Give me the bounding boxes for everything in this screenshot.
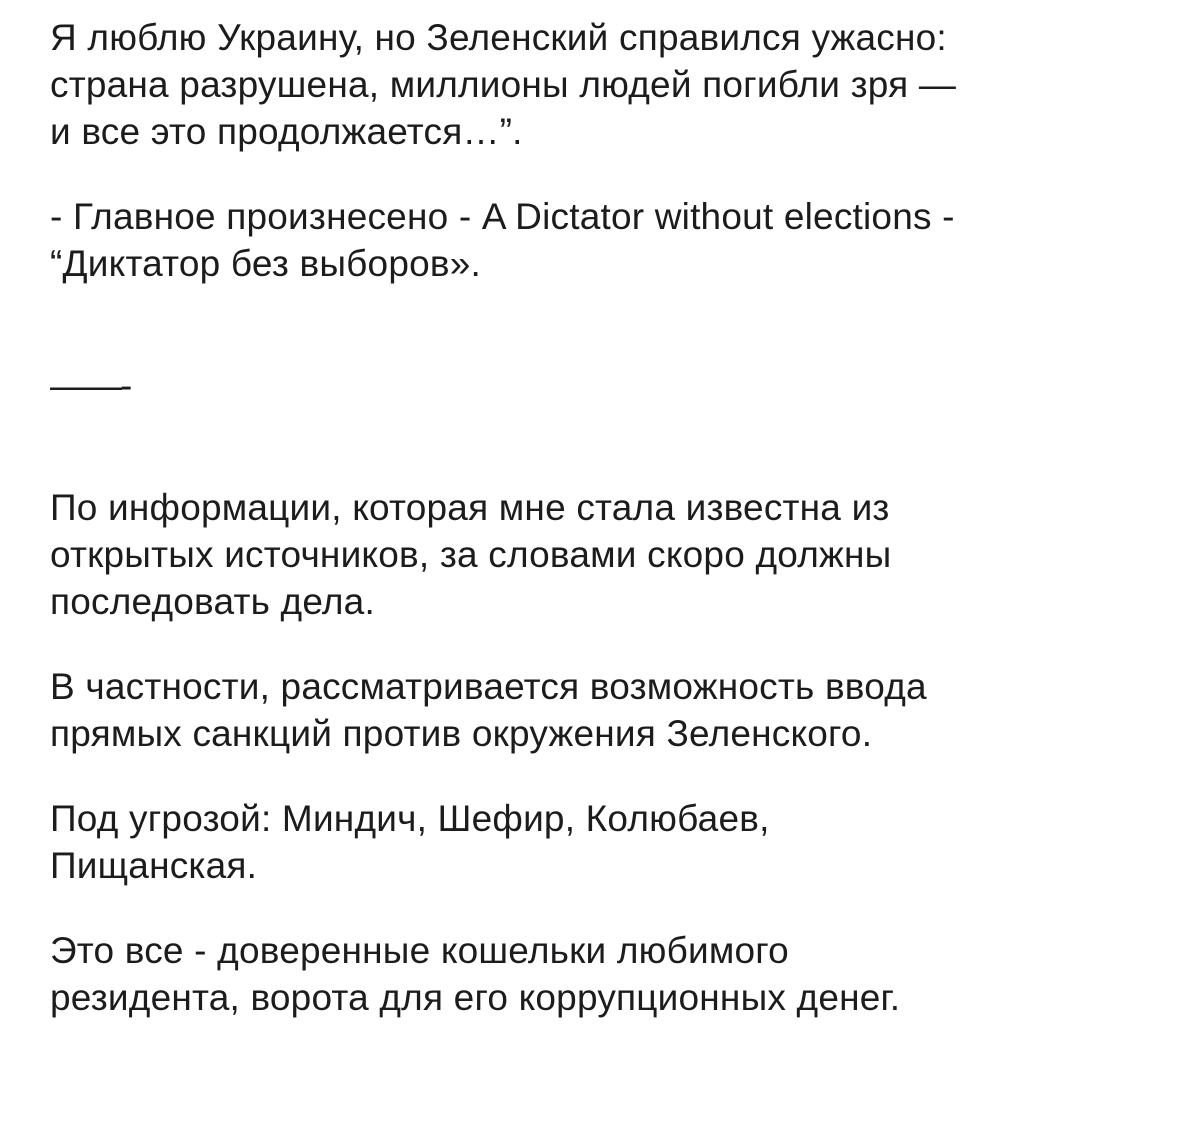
text-line: прямых санкций против окружения Зеленского. <box>50 713 873 754</box>
text-line: - Главное произнесено - A Dictator without elections - <box>50 196 955 237</box>
text-line: и все это продолжается…”. <box>50 111 523 152</box>
text-line: Это все - доверенные кошельки любимого <box>50 930 789 971</box>
paragraph-information <box>50 484 1150 625</box>
note-body <box>50 14 1150 1021</box>
text-line: Пищанская. <box>50 845 258 886</box>
paragraph-sanctions <box>50 663 1150 757</box>
text-line: В частности, рассматривается возможность ввода <box>50 666 927 707</box>
paragraph-divider <box>50 362 1150 409</box>
text-line: открытых источников, за словами скоро должны <box>50 534 892 575</box>
text-line: последовать дела. <box>50 581 375 622</box>
text-line: По информации, которая мне стала известна из <box>50 487 890 528</box>
paragraph-wallets <box>50 927 1150 1021</box>
text-line: страна разрушена, миллионы людей погибли зря — <box>50 64 957 105</box>
text-line: Я люблю Украину, но Зеленский справился ужасно: <box>50 17 947 58</box>
paragraph-quote <box>50 14 1150 155</box>
divider-line: ——- <box>50 365 131 406</box>
paragraph-threatened <box>50 795 1150 889</box>
text-line: “Диктатор без выборов». <box>50 243 481 284</box>
text-line: резидента, ворота для его коррупционных денег. <box>50 977 901 1018</box>
paragraph-dictator <box>50 193 1150 287</box>
text-line: Под угрозой: Миндич, Шефир, Колюбаев, <box>50 798 770 839</box>
